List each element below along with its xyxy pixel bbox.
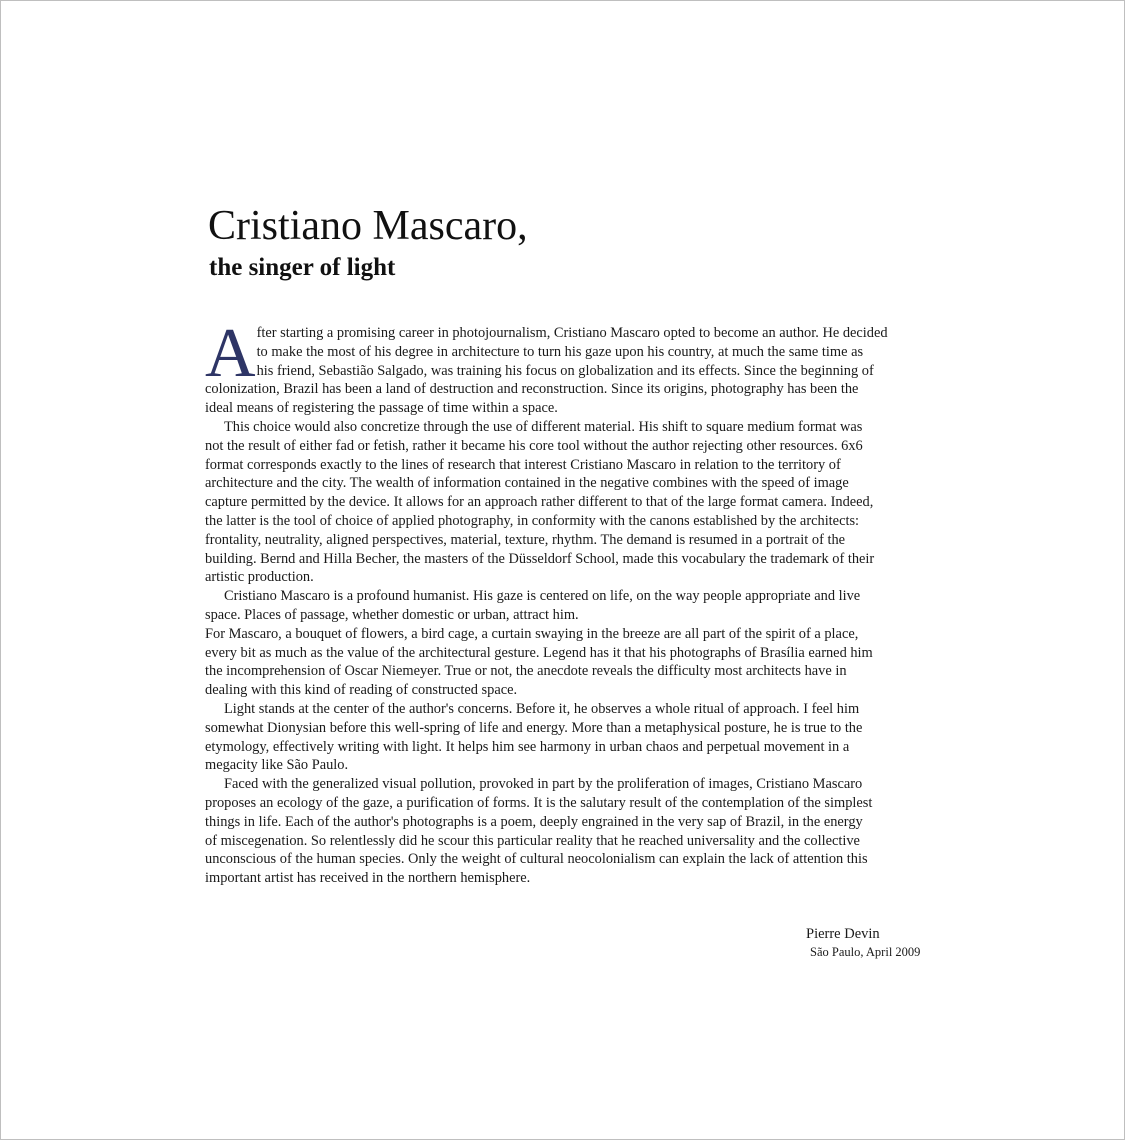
- text-line: megacity like São Paulo.: [205, 757, 349, 774]
- text-line: not the result of either fad or fetish, rather it became his core tool without the author rejecting other resources. 6x6: [205, 437, 863, 454]
- text-line: to make the most of his degree in architecture to turn his gaze upon his country, at much the same time as: [256, 343, 864, 360]
- paragraph-humanist: [205, 587, 930, 625]
- text-line: dealing with this kind of reading of constructed space.: [205, 682, 518, 699]
- paragraph-bouquet: [205, 625, 930, 700]
- text-line: space. Places of passage, whether domestic or urban, attract him.: [205, 606, 579, 623]
- article-subtitle: the singer of light: [209, 254, 396, 281]
- article-title: Cristiano Mascaro,: [208, 203, 528, 249]
- text-line: unconscious of the human species. Only the weight of cultural neocolonialism can explain the lack of attention this: [205, 851, 868, 868]
- text-line: fter starting a promising career in photojournalism, Cristiano Mascaro opted to become an author. He decided: [256, 325, 888, 341]
- text-line: the incomprehension of Oscar Niemeyer. True or not, the anecdote reveals the difficulty most architects have in: [205, 663, 847, 680]
- drop-cap-letter: A: [205, 315, 256, 392]
- paragraph-light: [205, 700, 930, 775]
- signature-place-date: São Paulo, April 2009: [810, 945, 921, 959]
- article-body: [205, 315, 930, 888]
- text-line: artistic production.: [205, 569, 314, 586]
- text-line: his friend, Sebastião Salgado, was training his focus on globalization and its effects. Since the beginning of: [256, 362, 874, 379]
- text-line: etymology, effectively writing with light. It helps him see harmony in urban chaos and perpetual movement in a: [205, 738, 850, 755]
- text-line: colonization, Brazil has been a land of destruction and reconstruction. Since its origins, photography has been the: [205, 381, 859, 398]
- text-line: ideal means of registering the passage of time within a space.: [205, 400, 558, 417]
- text-line: frontality, neutrality, aligned perspectives, material, texture, rhythm. The demand is resumed in a portrait of the: [205, 531, 846, 548]
- paragraph-intro: [205, 315, 930, 418]
- text-line: the latter is the tool of choice of applied photography, in conformity with the canons established by the architects:: [205, 512, 860, 529]
- text-line: capture permitted by the device. It allows for an approach rather different to that of the large format camera. Indeed,: [205, 494, 874, 511]
- text-line: Light stands at the center of the author's concerns. Before it, he observes a whole ritual of approach. I feel him: [224, 700, 860, 717]
- text-line: somewhat Dionysian before this well-spring of life and energy. More than a metaphysical posture, he is true to the: [205, 719, 863, 736]
- text-line: Cristiano Mascaro is a profound humanist. His gaze is centered on life, on the way people appropriate and live: [224, 588, 861, 605]
- text-line: things in life. Each of the author's photographs is a poem, deeply engrained in the very sap of Brazil, in the energy: [205, 813, 863, 830]
- paragraph-ecology: [205, 775, 930, 888]
- author-signature: Pierre Devin: [806, 926, 880, 942]
- text-line: proposes an ecology of the gaze, a purification of forms. It is the salutary result of the contemplation of the simplest: [205, 794, 873, 811]
- text-line: building. Bernd and Hilla Becher, the masters of the Düsseldorf School, made this vocabulary the trademark of their: [205, 550, 875, 567]
- text-line: format corresponds exactly to the lines of research that interest Cristiano Mascaro in relation to the territory of: [205, 456, 841, 473]
- paragraph-material: [205, 418, 930, 587]
- text-line: For Mascaro, a bouquet of flowers, a bird cage, a curtain swaying in the breeze are all part of the spirit of a place,: [205, 625, 859, 642]
- text-line: Faced with the generalized visual pollution, provoked in part by the proliferation of images, Cristiano Mascaro: [224, 776, 863, 793]
- text-line: architecture and the city. The wealth of information contained in the negative combines with the speed of image: [205, 475, 849, 492]
- text-line: This choice would also concretize through the use of different material. His shift to square medium format was: [224, 418, 863, 435]
- text-line: every bit as much as the value of the architectural gesture. Legend has it that his photographs of Brasília earned him: [205, 644, 873, 661]
- text-line: important artist has received in the northern hemisphere.: [205, 870, 531, 887]
- text-line: of miscegenation. So relentlessly did he scour this particular reality that he reached universality and the collective: [205, 832, 860, 849]
